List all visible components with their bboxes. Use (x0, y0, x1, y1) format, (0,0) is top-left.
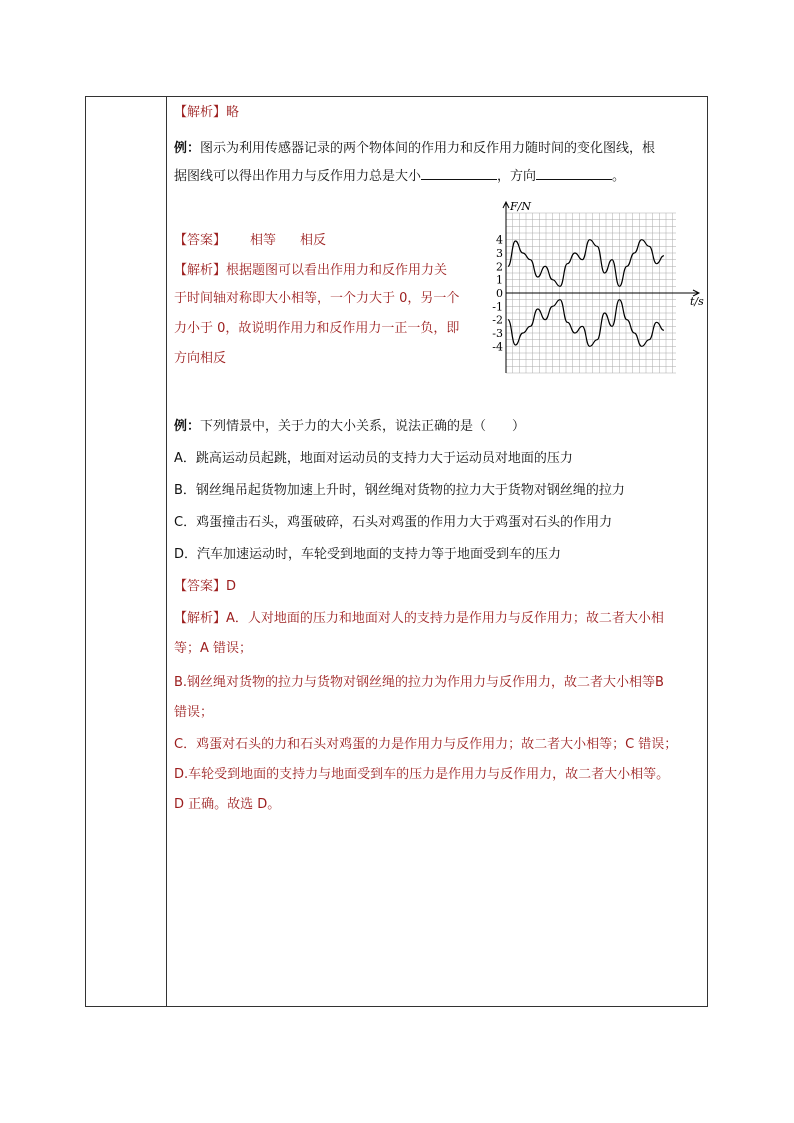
analysis2-text-1: 根据题图可以看出作用力和反作用力关 (226, 263, 448, 278)
y-axis-label: F/N (510, 200, 531, 213)
q2-answer: D (226, 579, 237, 594)
answer-blank-2[interactable] (536, 167, 612, 180)
q2-analysis-line5: C．鸡蛋对石头的力和石头对鸡蛋的力是作用力与反作用力；故二者大小相等；C 错误； (174, 737, 678, 752)
y-tick-label: 0 (496, 287, 503, 300)
q2-answer-line (174, 577, 236, 597)
answer-value-1: 相等 (250, 233, 277, 248)
example-label: 例： (174, 141, 201, 156)
q2-analysis-line7: D 正确。故选 D。 (174, 797, 281, 812)
y-tick-label: 1 (496, 273, 503, 287)
analysis-text: 略 (226, 105, 240, 120)
q2-option-b: B．钢丝绳吊起货物加速上升时，钢丝绳对货物的拉力大于货物对钢丝绳的拉力 (174, 483, 625, 498)
q2-option-a: A．跳高运动员起跳，地面对运动员的支持力大于运动员对地面的压力 (174, 451, 573, 466)
q2-option-c: C．鸡蛋撞击石头，鸡蛋破碎，石头对鸡蛋的作用力大于鸡蛋对石头的作用力 (174, 515, 613, 530)
prompt-text-2b: ，方向 (497, 169, 537, 184)
q2-analysis-label: 【解析】 (174, 611, 227, 626)
q2-question: 下列情景中，关于力的大小关系，说法正确的是（ ） (200, 419, 526, 434)
q2-analysis-text-1: A．人对地面的压力和地面对人的支持力是作用力与反作用力；故二者大小相 (226, 611, 664, 626)
y-tick-label: -3 (492, 327, 503, 340)
q2-answer-label: 【答案】 (174, 579, 227, 594)
table-frame (85, 96, 708, 1007)
q1-prompt-line1 (174, 139, 655, 159)
prompt-text-2a: 据图线可以得出作用力与反作用力总是大小 (174, 169, 422, 184)
answer-value-2: 相反 (300, 233, 327, 248)
q1-prompt-line2 (174, 167, 625, 187)
q2-analysis-line2: 等；A 错误； (174, 641, 253, 656)
analysis2-label: 【解析】 (174, 263, 227, 278)
y-tick-label: 4 (496, 233, 503, 247)
q1-analysis2-line3: 力小于 0，故说明作用力和反作用力一正一负，即 (174, 321, 460, 336)
q2-question-line (174, 417, 525, 437)
analysis-label: 【解析】 (174, 105, 227, 120)
q1-analysis2-line1 (174, 261, 447, 281)
left-column (86, 97, 167, 1006)
prompt-text-2c: 。 (612, 169, 626, 184)
q2-analysis-line3: B.钢丝绳对货物的拉力与货物对钢丝绳的拉力为作用力与反作用力，故二者大小相等B (174, 675, 664, 690)
q1-answer-line (174, 231, 326, 251)
y-tick-label: -4 (492, 340, 503, 354)
y-tick-label: 2 (496, 260, 503, 274)
x-axis-label: t/s (690, 295, 704, 308)
q2-example-label: 例： (174, 419, 201, 434)
prompt-text-1: 图示为利用传感器记录的两个物体间的作用力和反作用力随时间的变化图线，根 (200, 141, 656, 156)
q2-analysis-line1 (174, 609, 664, 629)
q2-analysis-line6: D.车轮受到地面的支持力与地面受到车的压力是作用力与反作用力，故二者大小相等。 (174, 767, 670, 782)
q1-analysis2-line2: 于时间轴对称即大小相等，一个力大于 0，另一个 (174, 291, 460, 306)
q1-analysis-line (174, 103, 239, 123)
q1-analysis2-line4: 方向相反 (174, 351, 227, 366)
force-time-chart (494, 201, 709, 381)
q2-analysis-line4: 错误； (174, 705, 214, 720)
chart-labels (492, 200, 704, 353)
y-tick-label: -2 (492, 313, 503, 327)
answer-blank-1[interactable] (421, 167, 497, 180)
chart-axes (503, 202, 699, 373)
y-tick-label: 3 (496, 247, 503, 260)
q2-option-d: D．汽车加速运动时，车轮受到地面的支持力等于地面受到车的压力 (174, 547, 562, 562)
answer-label: 【答案】 (174, 233, 227, 248)
y-tick-label: -1 (492, 300, 503, 314)
